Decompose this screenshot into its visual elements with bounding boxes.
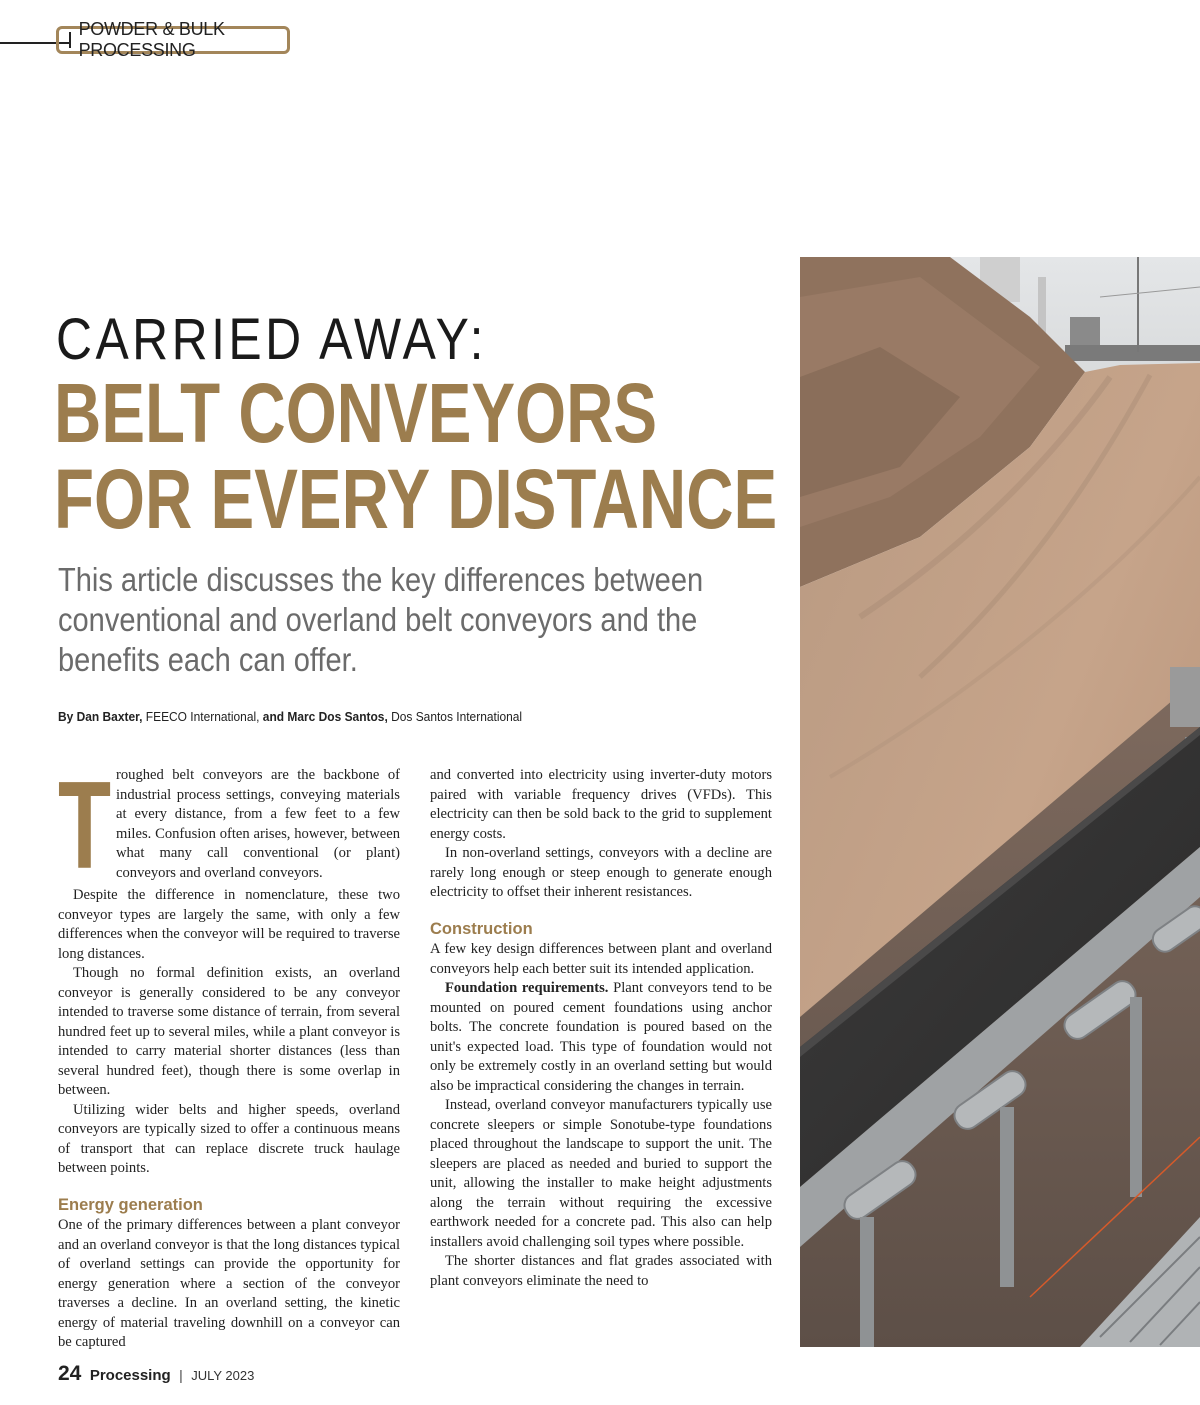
title-line-2: FOR EVERY DISTANCE bbox=[54, 452, 778, 546]
article-kicker: CARRIED AWAY: bbox=[56, 307, 487, 372]
byline-author-1: Dan Baxter, bbox=[76, 709, 143, 724]
magazine-name: Processing bbox=[89, 1367, 171, 1384]
paragraph-text: roughed belt conveyors are the backbone of industrial process settings, conveying materials at every distance, from a few feet to a few miles. Confusion often arises, however, between what many call conventional (or plant) conveyors and overland conveyors. bbox=[116, 767, 400, 881]
paragraph: In non-overland settings, conveyors with a decline are rarely long enough or steep enough to generate enough electricity to offset their inherent resistances. bbox=[430, 845, 772, 900]
byline-affiliation-2: Dos Santos International bbox=[391, 709, 523, 724]
body-column-1 bbox=[58, 757, 400, 1353]
run-in-head: Foundation requirements. bbox=[445, 980, 609, 996]
body-column-2 bbox=[430, 766, 772, 1291]
page-number: 24 bbox=[58, 1362, 82, 1385]
title-line-1: BELT CONVEYORS bbox=[54, 366, 658, 460]
paragraph: One of the primary differences between a plant conveyor and an overland conveyor is that the long distances typical of overland settings can provide the opportunity for energy generation where a section of the conveyor traverses a decline. In an overland setting, the kinetic energy of material traveling downhill on a conveyor can be captured bbox=[58, 1217, 400, 1350]
article-deck: This article discusses the key differences between conventional and overland belt conveyors and the benefits each can offer. bbox=[58, 561, 704, 678]
paragraph-text: Plant conveyors tend to be mounted on poured cement foundations using anchor bolts. The concrete foundation is poured based on the unit's expected load. This type of foundation would not only be extremely costly in an overland setting but would also be impractical considering the changes in terrain. bbox=[430, 980, 772, 1094]
paragraph bbox=[430, 979, 772, 1096]
tab-bar bbox=[69, 32, 71, 48]
subhead-energy: Energy generation bbox=[58, 1195, 203, 1214]
paragraph: Though no formal definition exists, an overland conveyor is generally considered to be any conveyor intended to traverse some distance of terrain, from several hundred feet up to several miles, while a plant conveyor is intended to carry material shorter distances (less than several hundred feet), though there is some overlap in between. bbox=[58, 965, 400, 1098]
byline-and: and bbox=[262, 709, 285, 724]
byline bbox=[58, 709, 522, 724]
page-footer bbox=[58, 1362, 254, 1386]
drop-cap: T bbox=[58, 757, 112, 895]
paragraph: and converted into electricity using inverter-duty motors paired with variable frequency drives (VFDs). This electricity can then be sold back to the grid to supplement energy costs. bbox=[430, 767, 772, 842]
paragraph: The shorter distances and flat grades associated with plant conveyors eliminate the need to bbox=[430, 1253, 772, 1289]
byline-author-2: Marc Dos Santos, bbox=[287, 709, 388, 724]
byline-prefix: By bbox=[58, 709, 74, 724]
paragraph bbox=[58, 757, 400, 895]
paragraph: Utilizing wider belts and higher speeds, overland conveyors are typically sized to offer a continuous means of transport that can replace discrete truck haulage between points. bbox=[58, 1101, 400, 1176]
section-tab bbox=[56, 19, 290, 60]
footer-separator: | bbox=[179, 1367, 183, 1383]
article-title bbox=[54, 366, 778, 546]
paragraph: Despite the difference in nomenclature, these two conveyor types are largely the same, with only a few differences when the conveyor will be required to traverse long distances. bbox=[58, 887, 400, 962]
conveyor-photo bbox=[800, 257, 1200, 1347]
section-label: POWDER & BULK PROCESSING bbox=[78, 19, 225, 60]
issue-date: JULY 2023 bbox=[191, 1368, 255, 1383]
byline-affiliation-1: FEECO International, bbox=[145, 709, 260, 724]
subhead-construction: Construction bbox=[430, 919, 533, 938]
paragraph: Instead, overland conveyor manufacturers typically use concrete sleepers or simple Sonotube-type foundations placed throughout the landscape to support the unit. The sleepers are placed as needed and buried to support the unit, allowing the installer to make height adjustments along the terrain without requiring the excessive earthwork needed for a concrete pad. This also can help installers avoid challenging soil types where possible. bbox=[430, 1097, 772, 1250]
paragraph: A few key design differences between plant and overland conveyors help each better suit its intended application. bbox=[430, 941, 772, 977]
